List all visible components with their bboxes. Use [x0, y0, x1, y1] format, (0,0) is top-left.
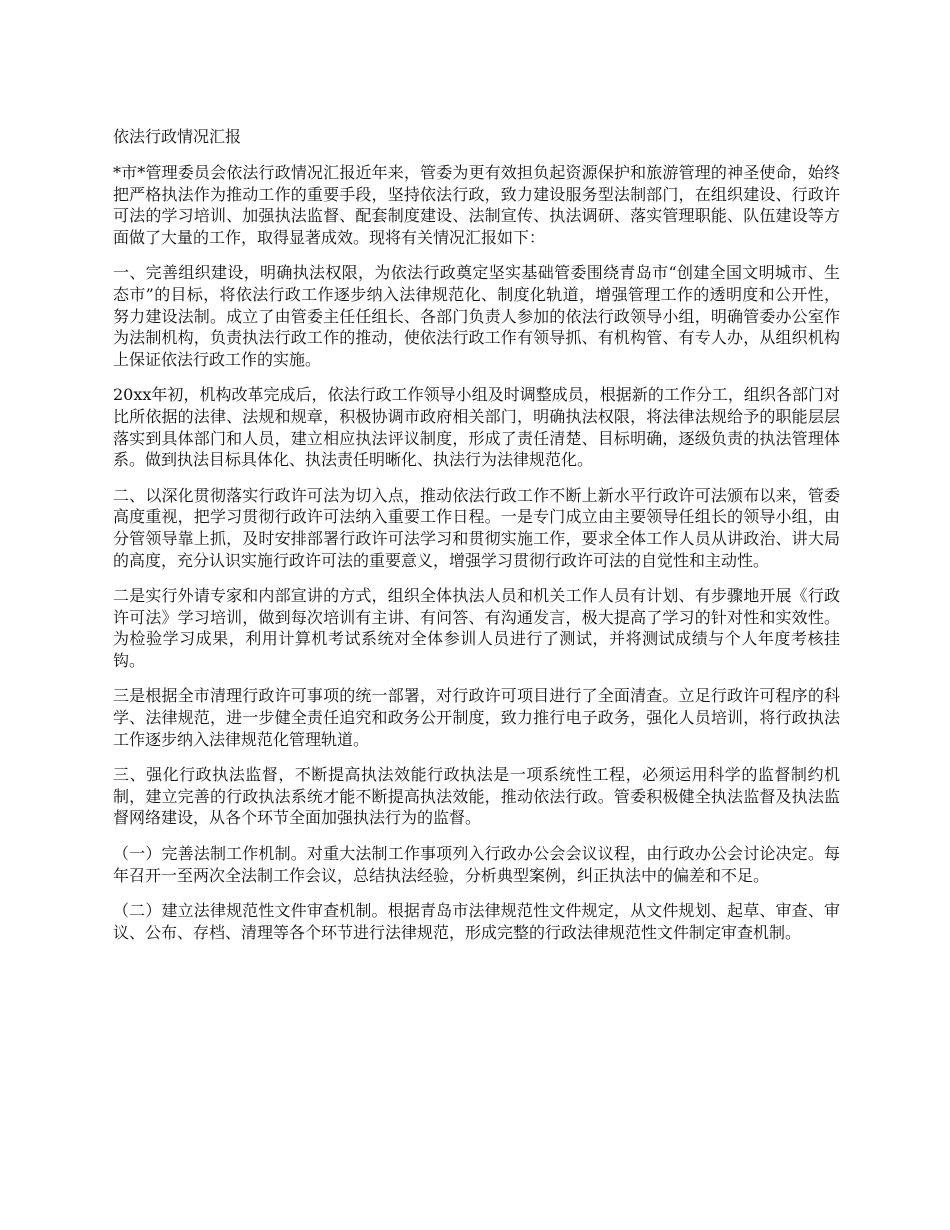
- paragraph-section-1: 一、完善组织建设，明确执法权限，为依法行政奠定坚实基础管委围绕青岛市“创建全国文明城市、生态市”的目标，将依法行政工作逐步纳入法律规范化、制度化轨道，增强管理工作的透明度和公开性，努力建设法制。成立了由管委主任任组长、各部门负责人参加的依法行政领导小组，明确管委办公室作为法制机构，负责执法行政工作的推动，使依法行政工作有领导抓、有机构管、有专人办，从组织机构上保证依法行政工作的实施。: [113, 263, 840, 369]
- paragraph-intro: *市*管理委员会依法行政情况汇报近年来，管委为更有效担负起资源保护和旅游管理的神圣使命，始终把严格执法作为推动工作的重要手段，坚持依法行政，致力建设服务型法制部门，在组织建设、行政许可法的学习培训、加强执法监督、配套制度建设、法制宣传、执法调研、落实管理职能、队伍建设等方面做了大量的工作，取得显著成效。现将有关情况汇报如下：: [113, 163, 840, 247]
- document-page: [113, 126, 840, 957]
- paragraph-license-review: 三是根据全市清理行政许可事项的统一部署，对行政许可项目进行了全面清查。立足行政许可程序的科学、法律规范，进一步健全责任追究和政务公开制度，致力推行电子政务，强化人员培训，将行政执法工作逐步纳入法律规范化管理轨道。: [113, 686, 840, 749]
- paragraph-section-2: 二、以深化贯彻落实行政许可法为切入点，推动依法行政工作不断上新水平行政许可法颁布以来，管委高度重视，把学习贯彻行政许可法纳入重要工作日程。一是专门成立由主要领导任组长的领导小组，由分管领导靠上抓，及时安排部署行政许可法学习和贯彻实施工作，要求全体工作人员从讲政治、讲大局的高度，充分认识实施行政许可法的重要意义，增强学习贯彻行政许可法的自觉性和主动性。: [113, 485, 840, 570]
- document-title: 依法行政情况汇报: [113, 127, 242, 146]
- paragraph-subsection-1: （一）完善法制工作机制。对重大法制工作事项列入行政办公会会议议程，由行政办公会讨论决定。每年召开一至两次全法制工作会议，总结执法经验，分析典型案例，纠正执法中的偏差和不足。: [113, 844, 840, 885]
- paragraph-section-3: 三、强化行政执法监督，不断提高执法效能行政执法是一项系统性工程，必须运用科学的监督制约机制，建立完善的行政执法系统才能不断提高执法效能，推动依法行政。管委积极健全执法监督及执法监督网络建设，从各个环节全面加强执法行为的监督。: [113, 765, 840, 828]
- paragraph-reorganization: 20xx年初，机构改革完成后，依法行政工作领导小组及时调整成员，根据新的工作分工，组织各部门对比所依据的法律、法规和规章，积极协调市政府相关部门，明确执法权限，将法律法规给予的职能层层落实到具体部门和人员，建立相应执法评议制度，形成了责任清楚、目标明确，逐级负责的执法管理体系。做到执法目标具体化、执法责任明晰化、执法行为法律规范化。: [113, 385, 840, 470]
- paragraph-training: 二是实行外请专家和内部宣讲的方式，组织全体执法人员和机关工作人员有计划、有步骤地开展《行政许可法》学习培训，做到每次培训有主讲、有问答、有沟通发言，极大提高了学习的针对性和实效性。为检验学习成果，利用计算机考试系统对全体参训人员进行了测试，并将测试成绩与个人年度考核挂钩。: [113, 586, 840, 670]
- paragraph-subsection-2: （二）建立法律规范性文件审查机制。根据青岛市法律规范性文件规定，从文件规划、起草、审查、审议、公布、存档、清理等各个环节进行法律规范，形成完整的行政法律规范性文件制定审查机制。: [113, 901, 840, 942]
